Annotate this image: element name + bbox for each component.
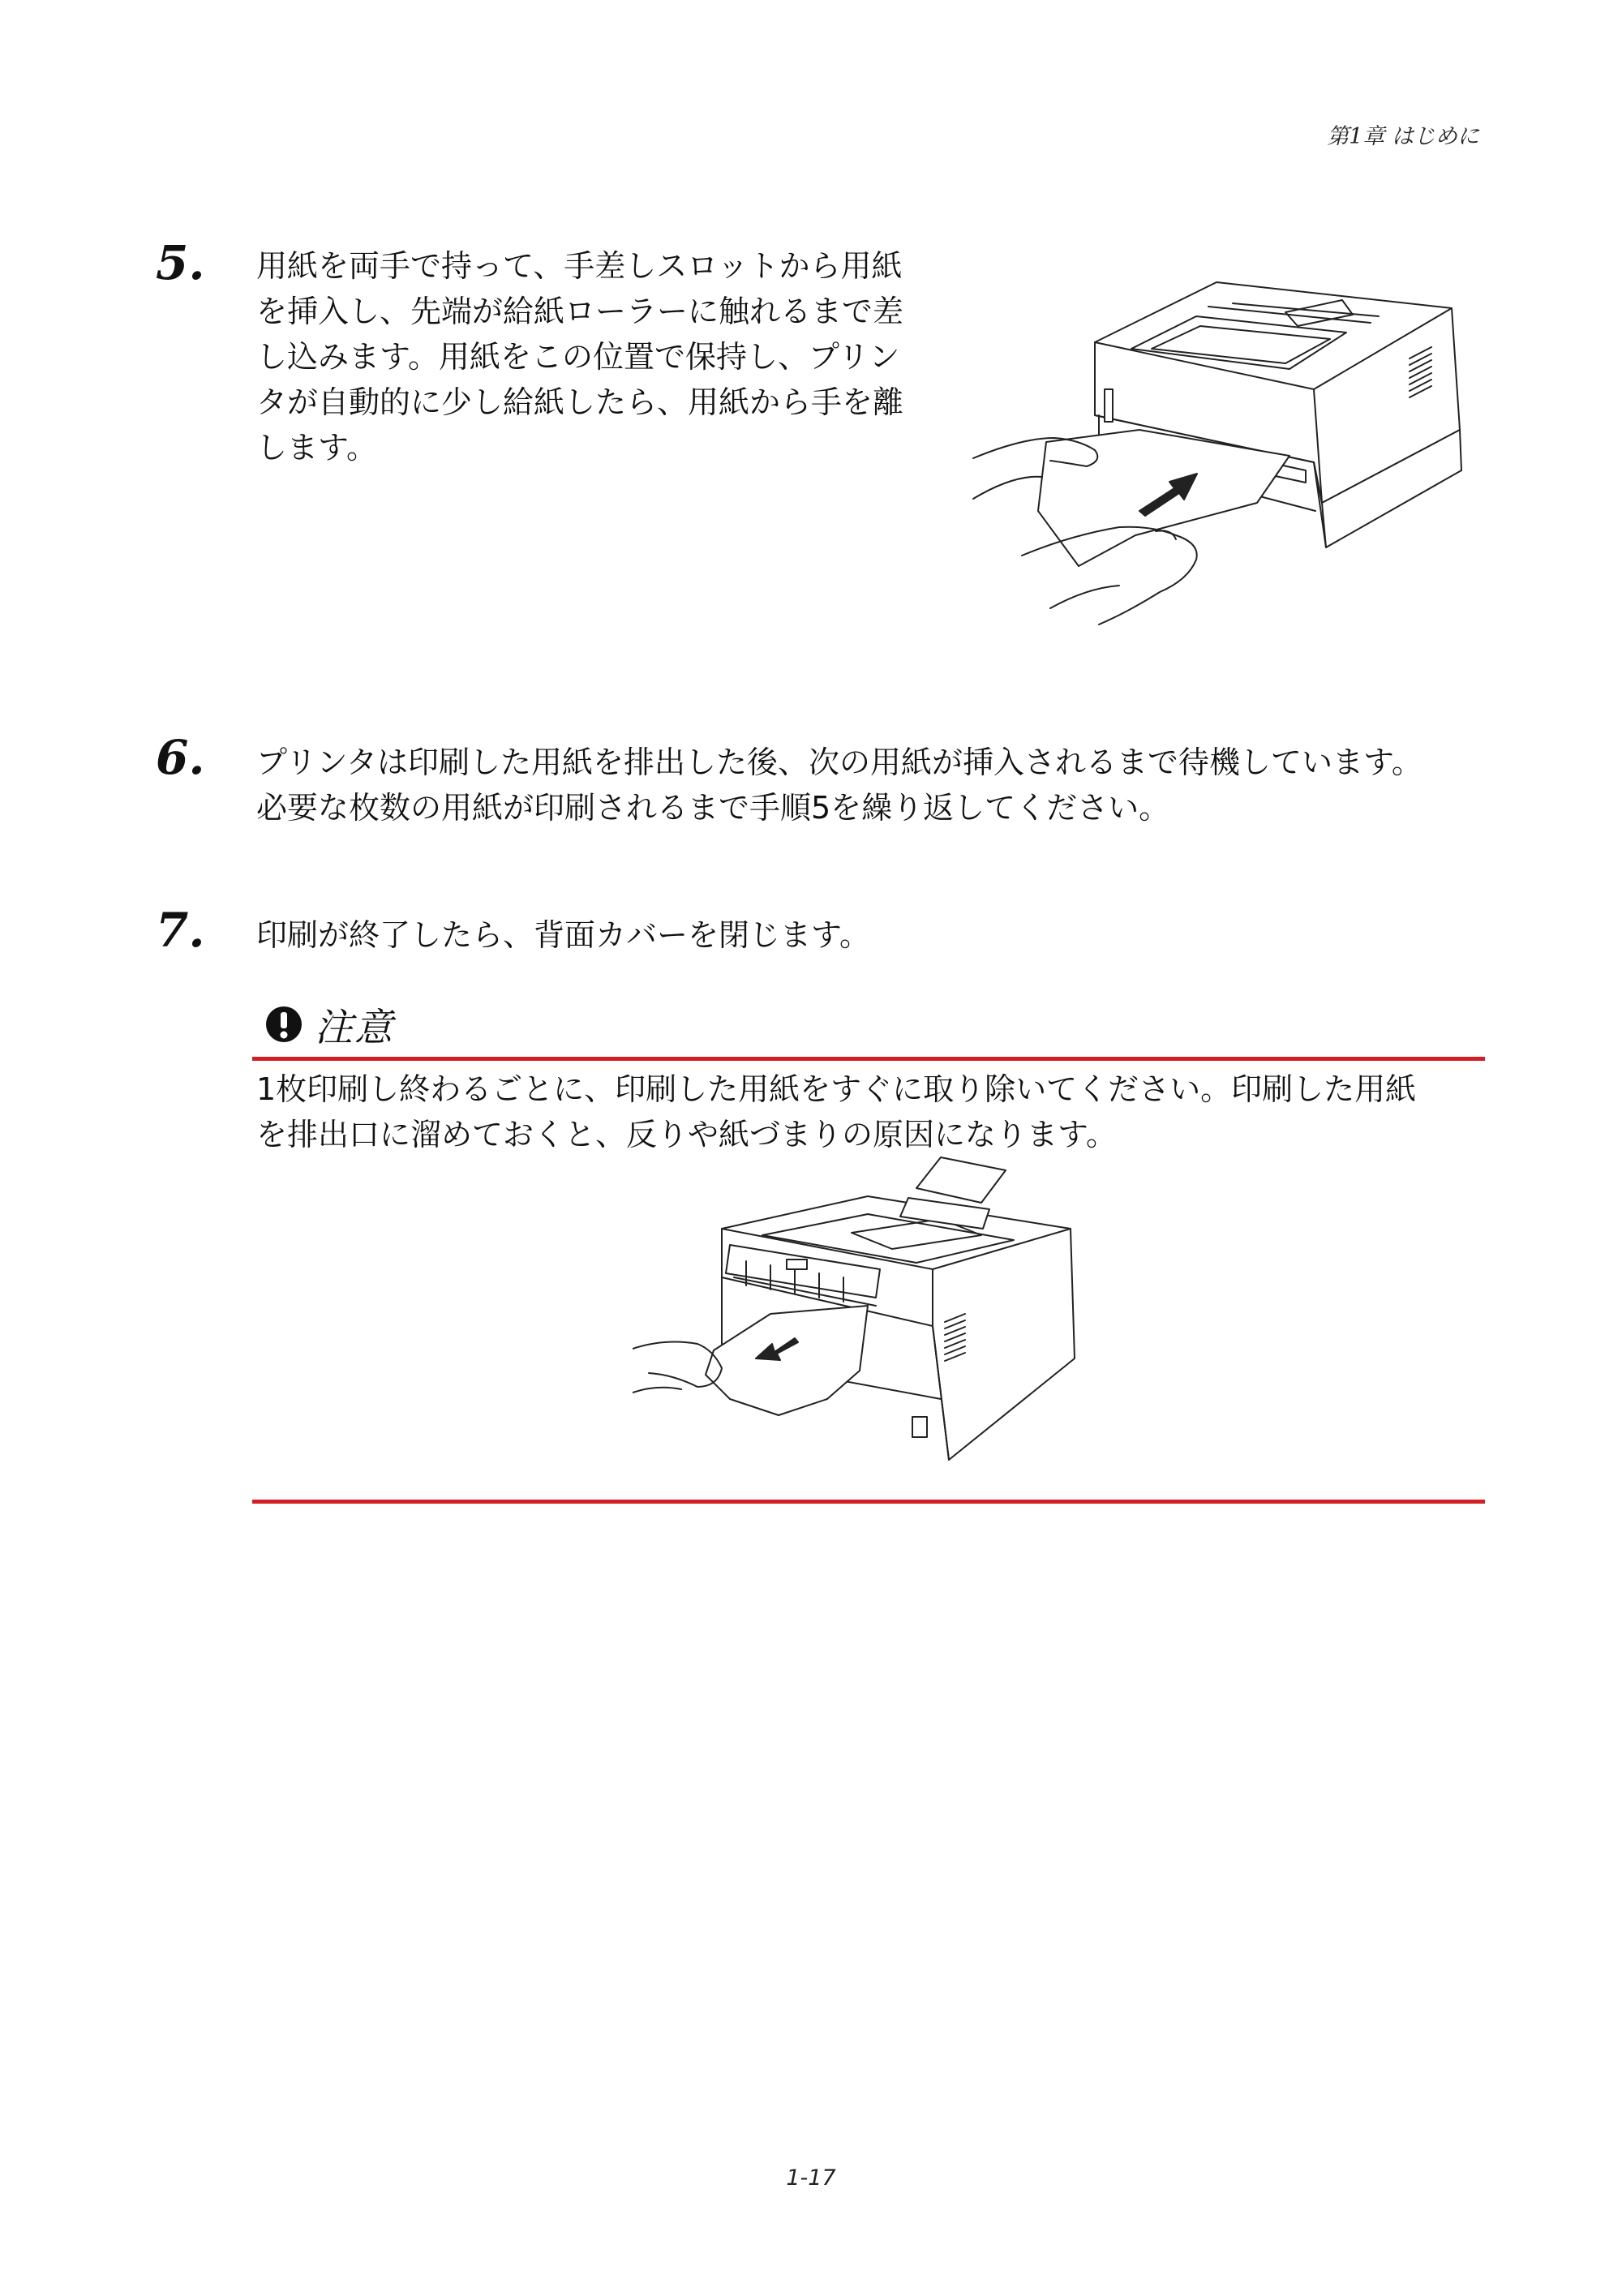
step-7-line: 印刷が終了したら、背面カバーを閉じます。 [256, 917, 870, 953]
exclamation-icon [264, 1005, 303, 1044]
chapter-header: 第1章 はじめに [1327, 124, 1479, 149]
step-5-line: タが自動的に少し給紙したら、用紙から手を離 [256, 384, 904, 420]
step-5-line: 用紙を両手で持って、手差しスロットから用紙 [256, 248, 903, 284]
step-6-text [256, 740, 1422, 830]
step-7-text [256, 912, 870, 958]
step-6-line: プリンタは印刷した用紙を排出した後、次の用紙が挿入されるまで待機しています。 [256, 745, 1422, 780]
caution-heading [264, 996, 394, 1053]
step-6-line: 必要な枚数の用紙が印刷されるまで手順5を繰り返してください。 [256, 790, 1170, 826]
step-6-number: 6. [156, 730, 205, 785]
caution-text [256, 1066, 1416, 1157]
step-5-number: 5. [156, 235, 205, 290]
caution-bottom-rule [252, 1500, 1485, 1504]
caution-line: を排出口に溜めておくと、反りや紙づまりの原因になります。 [256, 1117, 1117, 1152]
manual-feed-illustration [965, 268, 1484, 633]
caution-title: 注意 [315, 1005, 394, 1050]
caution-line: 1枚印刷し終わるごとに、印刷した用紙をすぐに取り除いてください。印刷した用紙 [256, 1071, 1417, 1107]
step-5-line: します。 [256, 430, 377, 466]
step-5-line: し込みます。用紙をこの位置で保持し、プリン [256, 339, 900, 375]
step-5-line: を挿入し、先端が給紙ローラーに触れるまで差 [256, 294, 904, 329]
rear-output-illustration [633, 1156, 1087, 1480]
caution-top-rule [252, 1057, 1485, 1061]
page-number: 1-17 [786, 2165, 836, 2191]
step-7-number: 7. [156, 903, 205, 958]
step-5-text [256, 243, 903, 470]
